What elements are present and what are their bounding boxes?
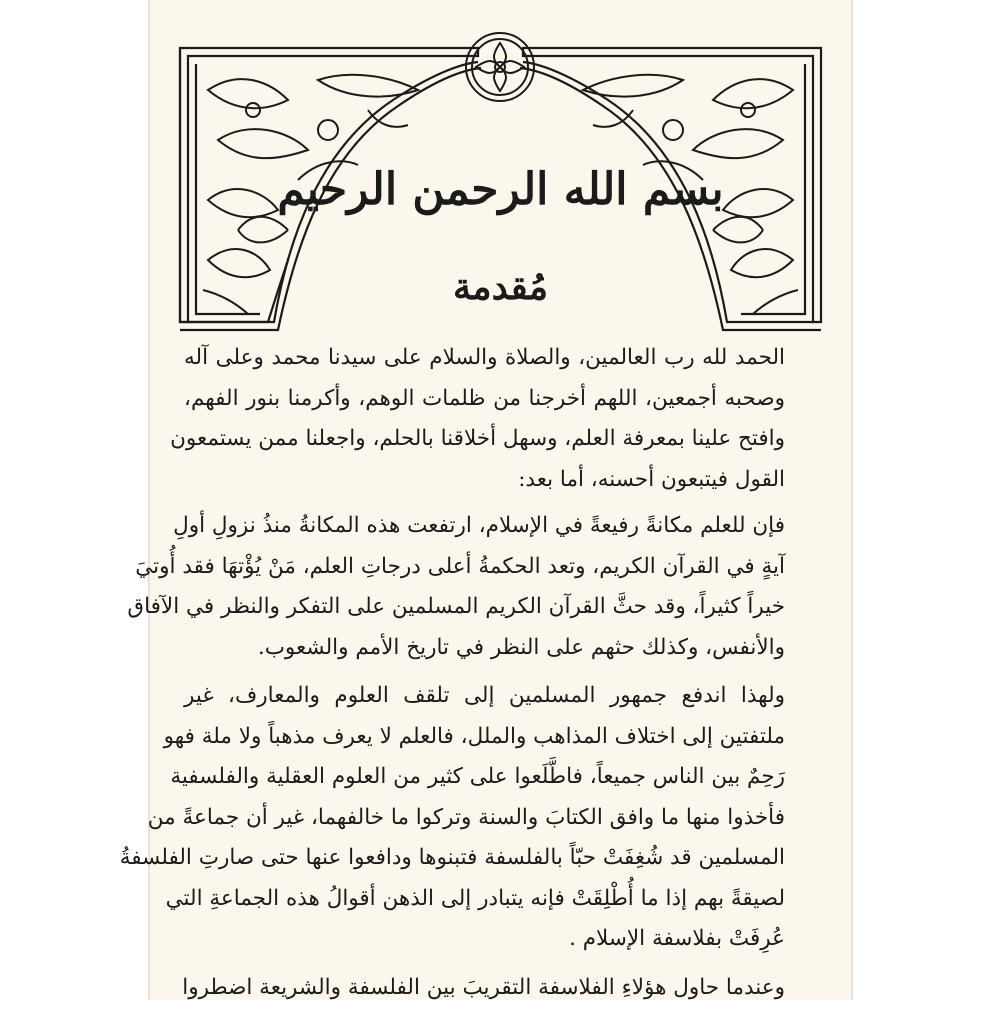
text-line: الحمد لله رب العالمين، والصلاة والسلام على سيدنا محمد وعلى آله — [184, 345, 785, 370]
text-line: لصيقةً بهم إذا ما أُطْلِقَتْ فإنه يتبادر إلى الذهن أقوالُ هذه الجماعةِ التي — [165, 885, 785, 911]
text-line: ملتفتين إلى اختلاف المذاهب والملل، فالعلم لا يعرف مذهباً ولا ملة فهو — [163, 723, 785, 749]
text-line: المسلمين قد شُغِفَتْ حبّاً بالفلسفة فتبنوها ودافعوا عنها حتى صارتِ الفلسفةُ — [119, 845, 785, 870]
text-line: وصحبه أجمعين، اللهم أخرجنا من ظلمات الوهم، وأكرمنا بنور الفهم، — [184, 385, 785, 411]
paragraph — [127, 506, 817, 668]
text-body — [119, 338, 817, 1016]
page-title: مُقدمة — [453, 266, 548, 308]
basmala-calligraphy: بسم الله الرحمن الرحيم — [277, 164, 724, 215]
text-line: خيراً كثيراً، وقد حثَّ القرآن الكريم المسلمين على التفكر والنظر في الآفاق — [127, 594, 785, 619]
paragraph — [170, 338, 817, 500]
text-line: فإن للعلم مكانةً رفيعةً في الإسلام، ارتفعت هذه المكانةُ منذُ نزولِ أولِ — [173, 513, 785, 538]
text-line: وعندما حاول هؤلاءِ الفلاسفة التقريبَ بين الفلسفة والشريعة اضطروا — [182, 974, 785, 1000]
text-line: آيةٍ في القرآن الكريم، وتعد الحكمةُ أعلى درجاتِ العلم، مَنْ يُؤْتهَا فقد أُوتيَ — [135, 553, 785, 579]
text-line: والأنفس، وكذلك حثهم على النظر في تاريخ الأمم والشعوب. — [257, 634, 785, 660]
text-line: وافتح علينا بمعرفة العلم، وسهل أخلاقنا بالحلم، واجعلنا ممن يستمعون — [170, 426, 785, 451]
text-line: عُرِفَتْ بفلاسفة الإسلام . — [569, 926, 785, 951]
paragraph — [184, 968, 817, 1009]
paragraph — [119, 676, 817, 960]
text-line: رَحِمٌ بين الناس جميعاً، فاطَّلَعوا على كثير من العلوم العقلية والفلسفية — [170, 764, 785, 789]
text-line: ولهذا اندفع جمهور المسلمين إلى تلقف العلوم والمعارف، غير — [184, 683, 785, 708]
book-page — [119, 0, 853, 1000]
text-line: فأخذوا منها ما وافق الكتابَ والسنة وتركوا ما خالفهما، غير أن جماعةً من — [147, 804, 785, 830]
text-line: القول فيتبعون أحسنه، أما بعد: — [518, 466, 785, 492]
